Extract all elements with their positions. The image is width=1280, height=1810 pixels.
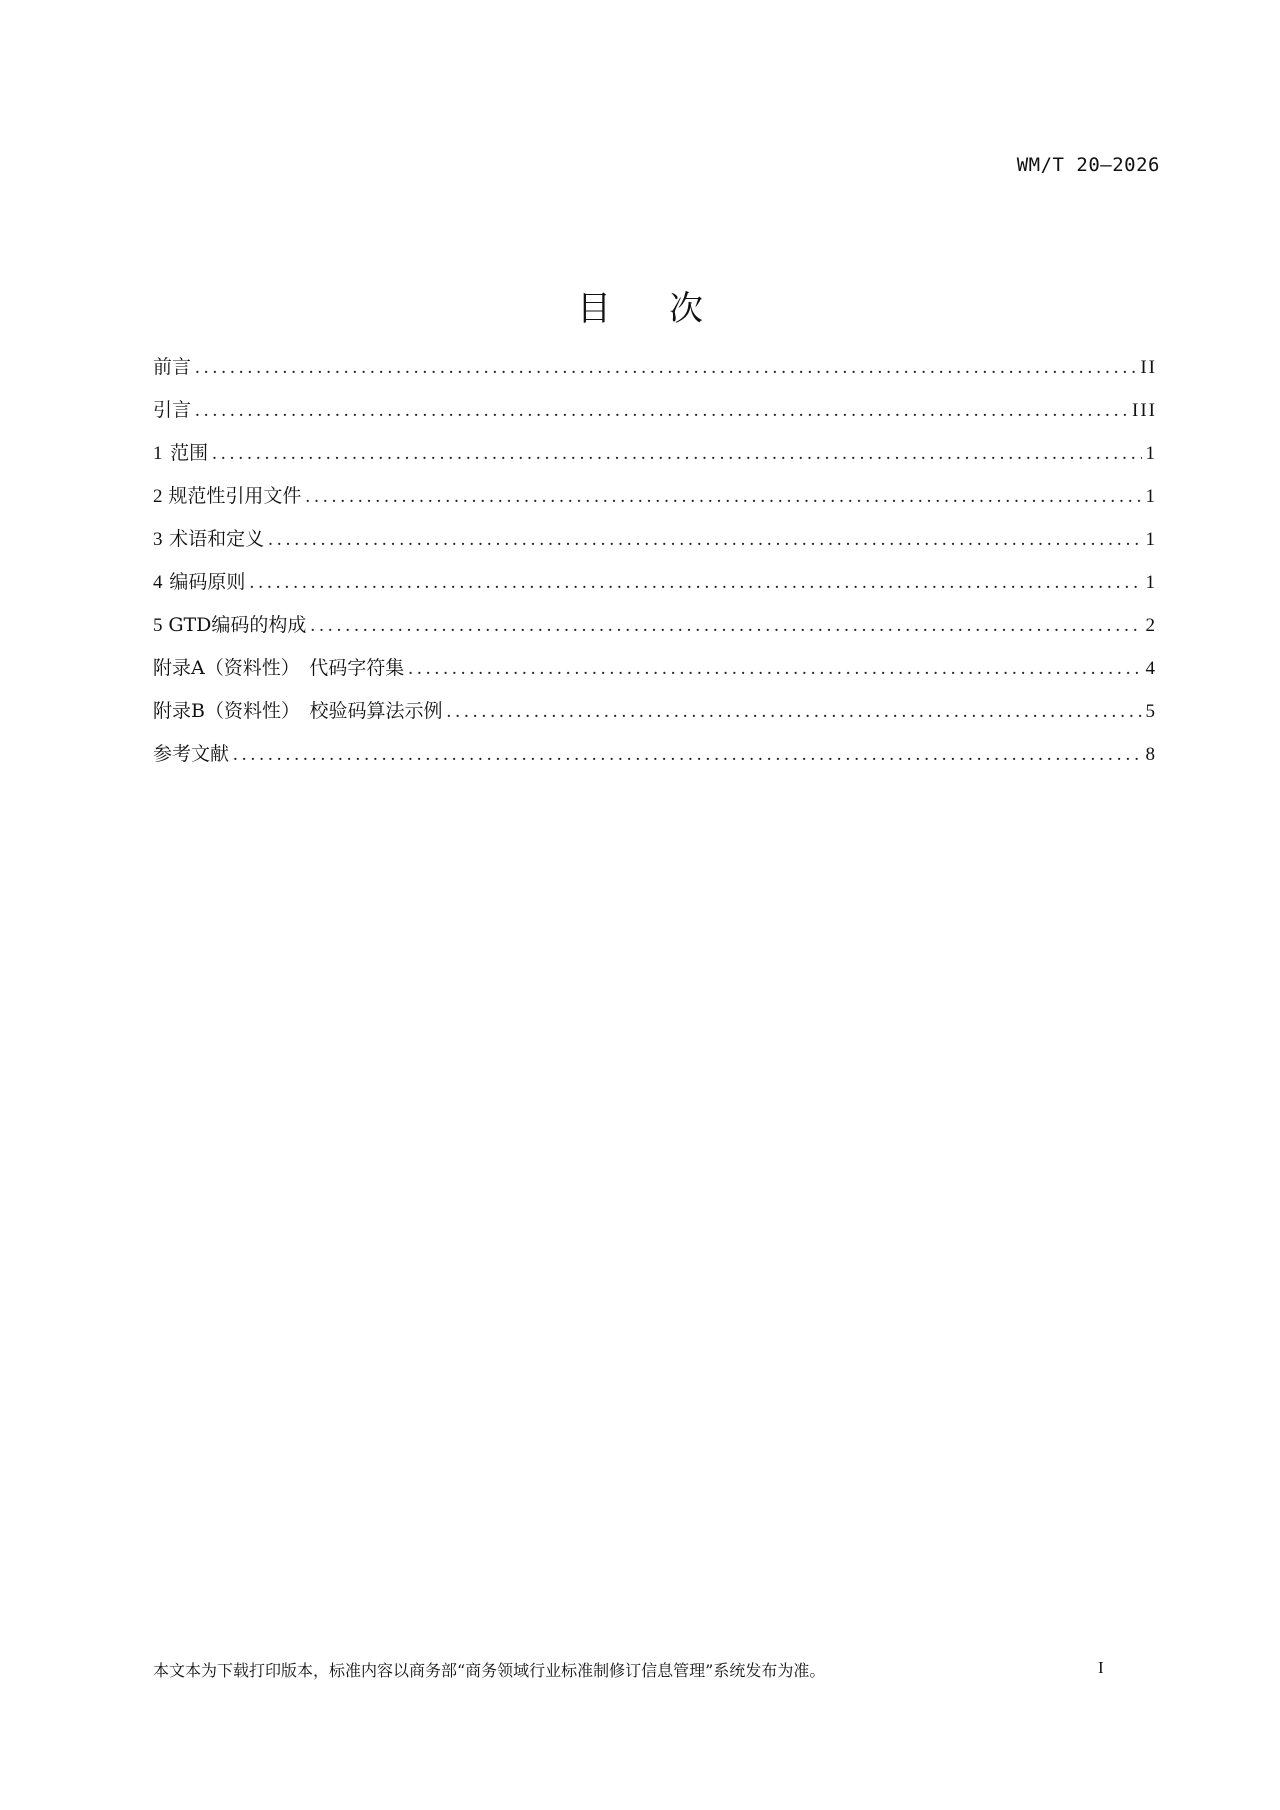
toc-leader-dots	[268, 529, 1141, 551]
page-title: 目次	[577, 288, 761, 329]
toc-entry-foreword[interactable]	[153, 352, 1157, 395]
toc-entry-label: 术语和定义	[169, 528, 265, 550]
toc-entry-number: 3	[153, 529, 163, 550]
toc-entry-introduction[interactable]	[153, 395, 1157, 438]
toc-entry-page: 5	[1145, 701, 1157, 722]
toc-entry-coding-principles[interactable]	[153, 567, 1157, 610]
toc-leader-dots	[195, 357, 1136, 379]
toc-entry-page: II	[1140, 357, 1157, 378]
toc-entry-page: 8	[1145, 744, 1157, 765]
toc-entry-annex-a[interactable]	[153, 653, 1157, 696]
toc-entry-label: GTD编码的构成	[168, 614, 307, 636]
toc-entry-page: 1	[1145, 572, 1157, 593]
toc-entry-number: 2	[153, 486, 163, 507]
footer-page-number: I	[1098, 1658, 1104, 1677]
toc-entry-scope[interactable]	[153, 438, 1157, 481]
toc-entry-annex-b[interactable]	[153, 696, 1157, 739]
toc-leader-dots	[195, 400, 1128, 422]
toc-entry-terms-definitions[interactable]	[153, 524, 1157, 567]
toc-leader-dots	[249, 572, 1141, 594]
footer-disclaimer: 本文本为下载打印版本，标准内容以商务部“商务领域行业标准制修订信息管理”系统发布为准。	[153, 1661, 826, 1680]
toc-entry-number: 1	[153, 443, 163, 464]
toc-leader-dots	[305, 486, 1141, 508]
toc-entry-page: III	[1132, 400, 1157, 421]
toc-entry-label: 规范性引用文件	[168, 485, 302, 507]
toc-leader-dots	[310, 615, 1141, 637]
toc-entry-label: 前言	[153, 356, 192, 378]
toc-leader-dots	[233, 744, 1141, 766]
toc-entry-page: 1	[1145, 529, 1157, 550]
toc-entry-page: 1	[1145, 443, 1157, 464]
toc-entry-bibliography[interactable]	[153, 739, 1157, 782]
toc-entry-number: 5	[153, 615, 163, 636]
toc-entry-label: 附录B（资料性） 校验码算法示例	[153, 700, 443, 722]
toc-leader-dots	[212, 443, 1141, 465]
toc-entry-page: 4	[1145, 658, 1157, 679]
toc-leader-dots	[408, 658, 1141, 680]
toc-entry-label: 参考文献	[153, 743, 230, 765]
document-code: WM/T 20—2026	[1016, 154, 1160, 176]
toc-entry-label: 附录A（资料性） 代码字符集	[153, 657, 405, 679]
toc-entry-number: 4	[153, 572, 163, 593]
toc-entry-label: 引言	[153, 399, 192, 421]
toc-entry-label: 编码原则	[169, 571, 246, 593]
toc-entry-label: 范围	[170, 442, 209, 464]
toc-leader-dots	[446, 701, 1141, 723]
toc-entry-gtd-structure[interactable]	[153, 610, 1157, 653]
toc-entry-page: 1	[1145, 486, 1157, 507]
toc-entry-normative-references[interactable]	[153, 481, 1157, 524]
table-of-contents	[153, 352, 1157, 782]
toc-entry-page: 2	[1145, 615, 1157, 636]
